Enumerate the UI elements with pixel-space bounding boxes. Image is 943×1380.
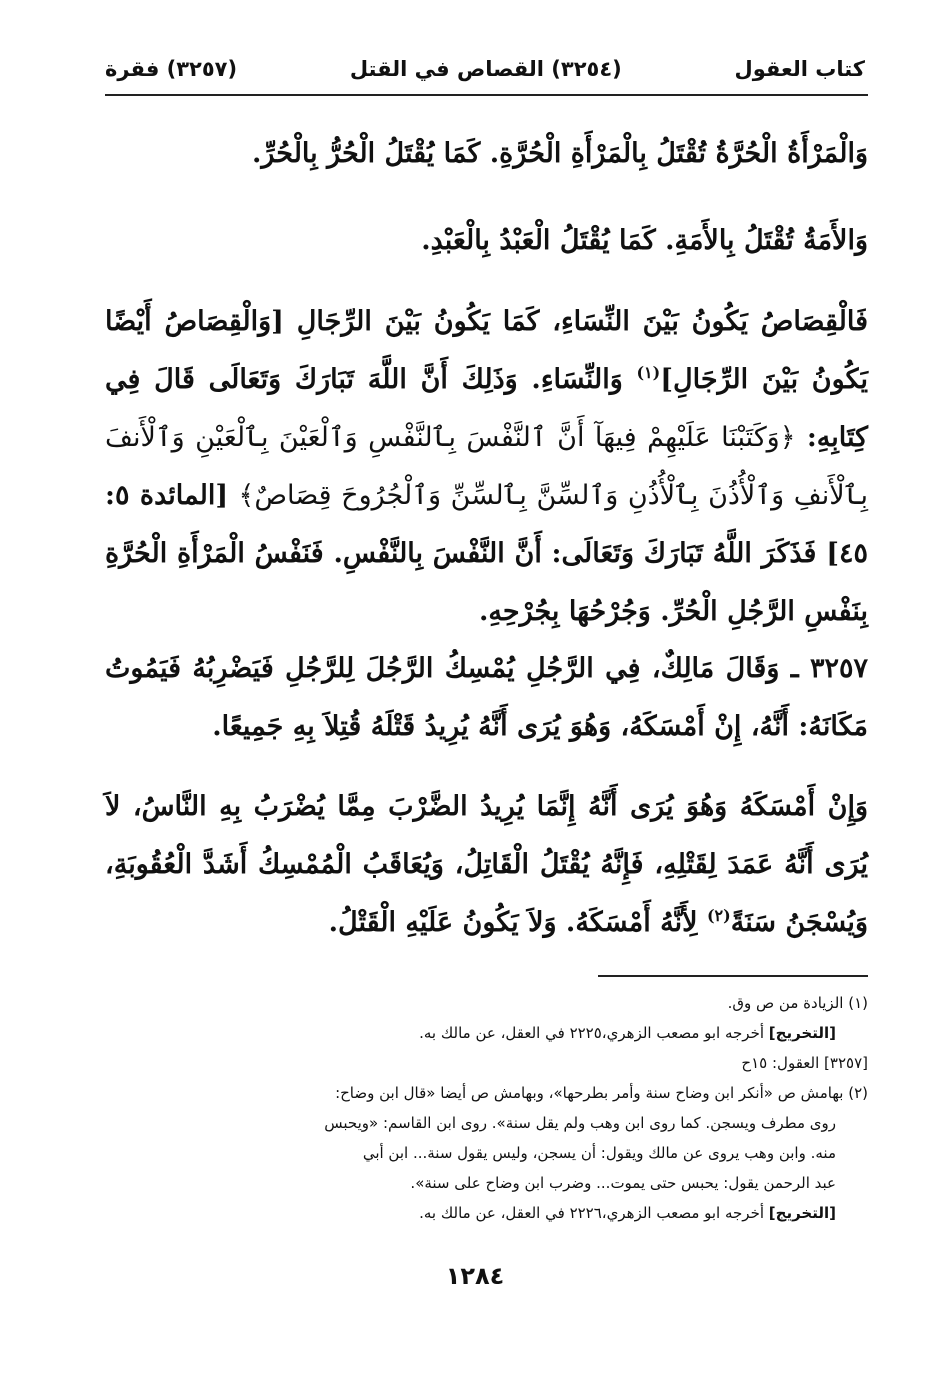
running-header [105,52,865,86]
footnote-2-line-4: عبد الرحمن يقول: يحبس حتى يموت... وضرب ابن وضاح على سنة». [410,1174,836,1192]
footnote-2-line-2: روى مطرف ويسجن. كما روى ابن وهب ولم يقل سنة». روى ابن القاسم: «ويحبس [324,1114,836,1132]
footnote-1: (١) الزيادة من ص وق. [727,994,868,1012]
paragraph-5-text-a: وَإِنْ أَمْسَكَهُ وَهُوَ يُرَى أَنَّهُ إِنَّمَا يُرِيدُ الضَّرْبَ مِمَّا يُضْرَبُ بِهِ النَّاسُ، لاَ يُرَى أَنَّهُ عَمَدَ لِقَتْلِهِ، فَإِنَّهُ يُقْتَلُ الْقَاتِلُ، وَيُعَاقَبُ الْمُمْسِكُ أَشَدَّ الْعُقُوبَةِ، وَيُسْجَنُ سَنَةً [105,791,868,938]
paragraph-4-text-b: ، فِي الرَّجُلِ يُمْسِكُ الرَّجُلَ لِلرَّجُلِ فَيَضْرِبُهُ فَيَمُوتُ مَكَانَهُ: أَنَّهُ، إِنْ أَمْسَكَهُ، وَهُوَ يُرَى أَنَّهُ يُرِيدُ قَتْلَهُ قُتِلاَ بِهِ جَمِيعًا. [105,653,868,742]
ref-3257 [105,1048,868,1078]
header-book-title: كتاب العقول [734,57,865,81]
footnote-2-line-1: (٢) بهامش ص «أنكر ابن وضاح سنة وأمر بطرحها»، وبهامش ص أيضا «قال ابن وضاح: [335,1084,868,1102]
paragraph-1-text: وَالْمَرْأَةُ الْحُرَّةُ تُقْتَلُ بِالْمَرْأَةِ الْحُرَّةِ. كَمَا يُقْتَلُ الْحُرُّ بِالْحُرِّ. [251,138,868,169]
takhrij-2 [105,1198,868,1228]
paragraph-2-text: وَالأَمَةُ تُقْتَلُ بِالأَمَةِ. كَمَا يُقْتَلُ الْعَبْدُ بِالْعَبْدِ. [421,225,868,256]
takhrij-1 [105,1018,868,1048]
footnote-marker-2[interactable]: (٢) [706,906,731,925]
footnote-2-line-3: منه. وابن وهب يروى عن مالك ويقول: أن يسجن، وليس يقول سنة... ابن أبي [362,1144,836,1162]
paragraph-5-text-b: لِأَنَّهُ أَمْسَكَهُ. وَلاَ يَكُونُ عَلَيْهِ الْقَتْلُ. [328,907,707,938]
header-divider [105,94,868,96]
ref-3257-text: العقول: ١٥ح [741,1054,825,1072]
footnote-marker-1[interactable]: (١) [636,363,661,382]
paragraph-4-text-a: وَقَالَ [714,653,780,684]
paragraph-3-text-c: فَذَكَرَ اللَّهُ تَبَارَكَ وَتَعَالَى: أَنَّ النَّفْسَ بِالنَّفْسِ. فَنَفْسُ الْمَرْأَةِ الْحُرَّةِ بِنَفْسِ الرَّجُلِ الْحُرِّ. وَجُرْحُهَا بِجُرْحِهِ. [105,538,868,627]
footnotes [105,988,868,1228]
header-paragraph-ref: (٣٢٥٧) فقرة [105,57,238,81]
paragraph-1 [105,125,868,183]
paragraph-number: ٣٢٥٧ ـ [779,653,868,684]
paragraph-2 [105,212,868,270]
takhrij-1-text: أخرجه ابو مصعب الزهري،٢٢٢٥ في العقل، عن مالك به. [419,1024,769,1042]
verse-reference: [المائدة ٥: ٤٥] [105,480,868,569]
takhrij-2-label: [التخريج] [768,1204,836,1222]
footnote-divider [598,975,868,977]
paragraph-3257 [105,640,868,756]
takhrij-1-label: [التخريج] [768,1024,836,1042]
paragraph-3 [105,293,868,641]
quran-verse: ﴿وَكَتَبْنَا عَلَيْهِمْ فِيهَآ أَنَّ ٱلنَّفْسَ بِٱلنَّفْسِ وَٱلْعَيْنَ بِٱلْعَيْنِ وَٱلْأَنفَ بِٱلْأَنفِ وَٱلْأُذُنَ بِٱلْأُذُنِ وَٱلسِّنَّ بِٱلسِّنِّ وَٱلْجُرُوحَ قِصَاصٌ﴾ [105,422,868,511]
paragraph-3-text-a: فَالْقِصَاصُ يَكُونُ بَيْنَ النِّسَاءِ، كَمَا يَكُونُ بَيْنَ الرِّجَالِ [وَالْقِصَاصُ أَيْضًا يَكُونُ بَيْنَ الرِّجَالِ] [105,306,869,395]
paragraph-3-text-b: وَالنِّسَاءِ. وَذَلِكَ أَنَّ اللَّهَ تَبَارَكَ وَتَعَالَى قَالَ فِي كِتَابِهِ: [105,364,868,453]
header-chapter-title: (٣٢٥٤) القصاص في القتل [349,57,622,81]
page-number: ١٢٨٤ [445,1262,505,1290]
takhrij-2-text: أخرجه ابو مصعب الزهري،٢٢٢٦ في العقل، عن مالك به. [419,1204,769,1222]
malik-name: مَالِكٌ [660,653,715,684]
ref-3257-label: [٣٢٥٧] [824,1054,868,1072]
paragraph-5 [105,778,868,952]
